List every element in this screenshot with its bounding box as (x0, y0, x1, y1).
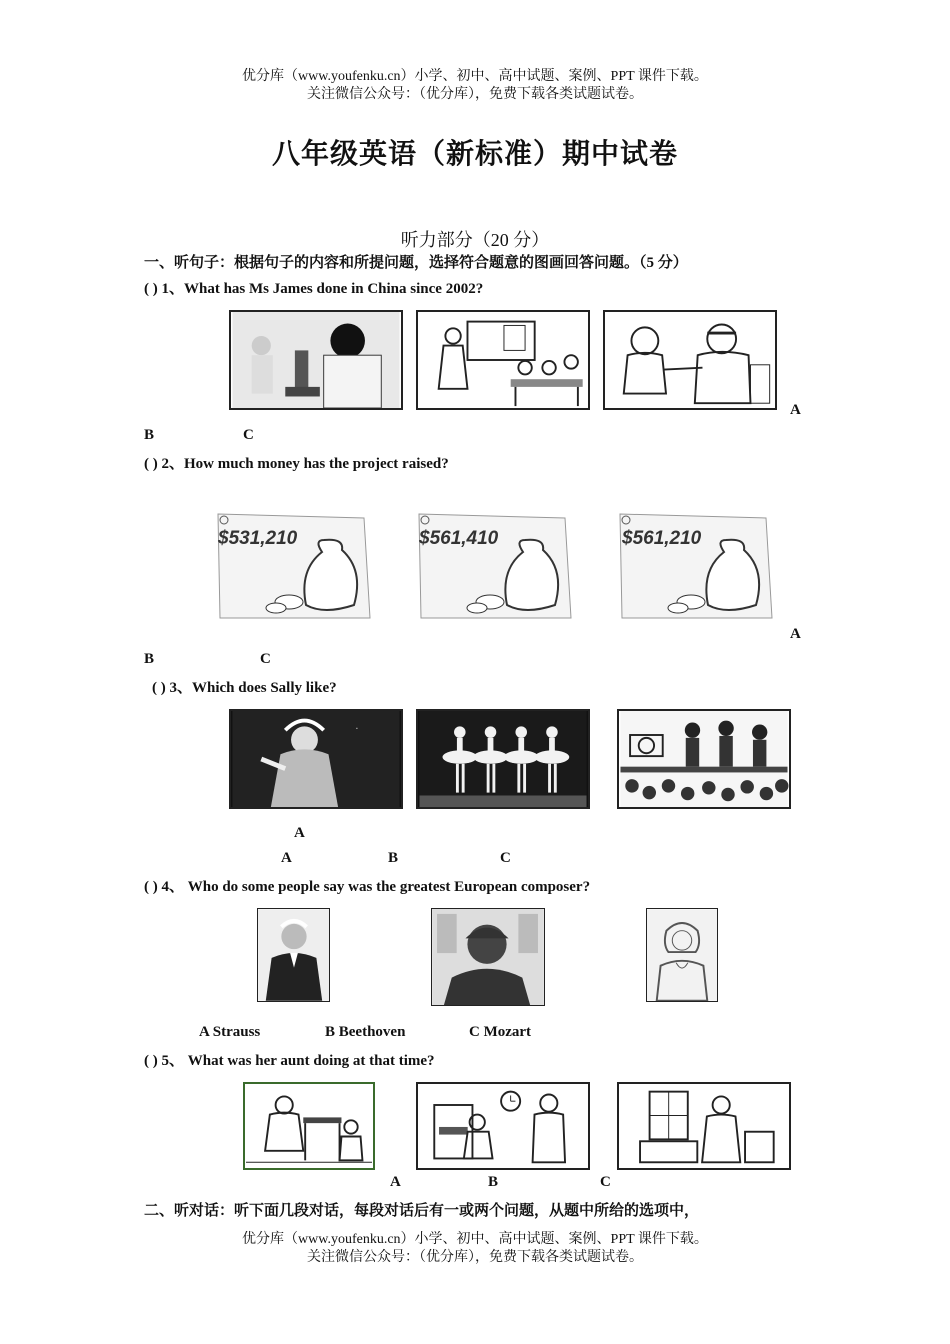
q2-picture-b-money-bag (415, 510, 575, 622)
q2-option-b-label: B (144, 651, 155, 667)
page-title: 八年级英语（新标准）期中试卷 (271, 139, 678, 170)
q2-option-c-label: C (260, 651, 271, 667)
footer-line-1: 优分库（www.youfenku.cn）小学、初中、高中试题、案例、PPT 课件下载。 (242, 1232, 708, 1247)
header-line-1: 优分库（www.youfenku.cn）小学、初中、高中试题、案例、PPT 课件下载。 (242, 69, 708, 84)
q5-option-b-label: B (488, 1174, 499, 1190)
q3-option-c-label: C (500, 850, 511, 866)
q2-picture-a-money-bag (214, 510, 374, 622)
q1-option-a-label: A (790, 402, 801, 418)
q4-picture-b-beethoven-statue (431, 908, 545, 1006)
q1-picture-b-classroom (416, 310, 590, 410)
q1-picture-c-doctor (603, 310, 777, 410)
q4-option-a-strauss: A Strauss (199, 1024, 261, 1040)
question-2: ( ) 2、How much money has the project raised? (144, 456, 449, 472)
q1-picture-a-microscope (229, 310, 403, 410)
q3-option-a-label: A (281, 850, 292, 866)
q4-option-b-beethoven: B Beethoven (325, 1024, 406, 1040)
q4-option-c-mozart: C Mozart (469, 1024, 532, 1040)
q2-amount-b: $561,410 (419, 528, 499, 549)
part2-instruction: 二、听对话：听下面几段对话，每段对话后有一或两个问题，从题中所给的选项中， (144, 1203, 700, 1219)
q5-picture-b-piano (416, 1082, 590, 1170)
question-5: ( ) 5、 What was her aunt doing at that time? (144, 1053, 435, 1069)
part1-instruction: 一、听句子：根据句子的内容和所提问题，选择符合题意的图画回答问题。（5 分） (144, 255, 688, 271)
q3-picture-c-band-concert (617, 709, 791, 809)
q3-option-a-extra-label: A (294, 825, 305, 841)
q5-picture-a-kitchen (243, 1082, 375, 1170)
q4-picture-c-mozart-portrait (646, 908, 718, 1002)
q3-picture-a-peking-opera (229, 709, 403, 809)
q3-option-b-label: B (388, 850, 399, 866)
section-title: 听力部分（20 分） (400, 230, 550, 250)
q2-option-a-label: A (790, 626, 801, 642)
q3-picture-b-ballet (416, 709, 590, 809)
q5-option-c-label: C (600, 1174, 611, 1190)
q5-option-a-label: A (390, 1174, 401, 1190)
q1-option-b-label: B (144, 427, 155, 443)
q2-amount-c: $561,210 (622, 528, 702, 549)
question-4: ( ) 4、 Who do some people say was the greatest European composer? (144, 879, 591, 895)
q1-option-c-label: C (243, 427, 254, 443)
q5-picture-c-window (617, 1082, 791, 1170)
svg-text:·: · (355, 724, 359, 736)
q2-amount-a: $531,210 (218, 528, 298, 549)
header-line-2: 关注微信公众号：（优分库），免费下载各类试题试卷。 (307, 87, 643, 102)
footer-line-2: 关注微信公众号：（优分库），免费下载各类试题试卷。 (307, 1250, 643, 1265)
q4-picture-a-strauss-portrait (257, 908, 330, 1002)
question-3: ( ) 3、Which does Sally like? (152, 680, 337, 696)
question-1: ( ) 1、What has Ms James done in China since 2002? (144, 281, 484, 297)
q2-picture-c-money-bag (616, 510, 776, 622)
